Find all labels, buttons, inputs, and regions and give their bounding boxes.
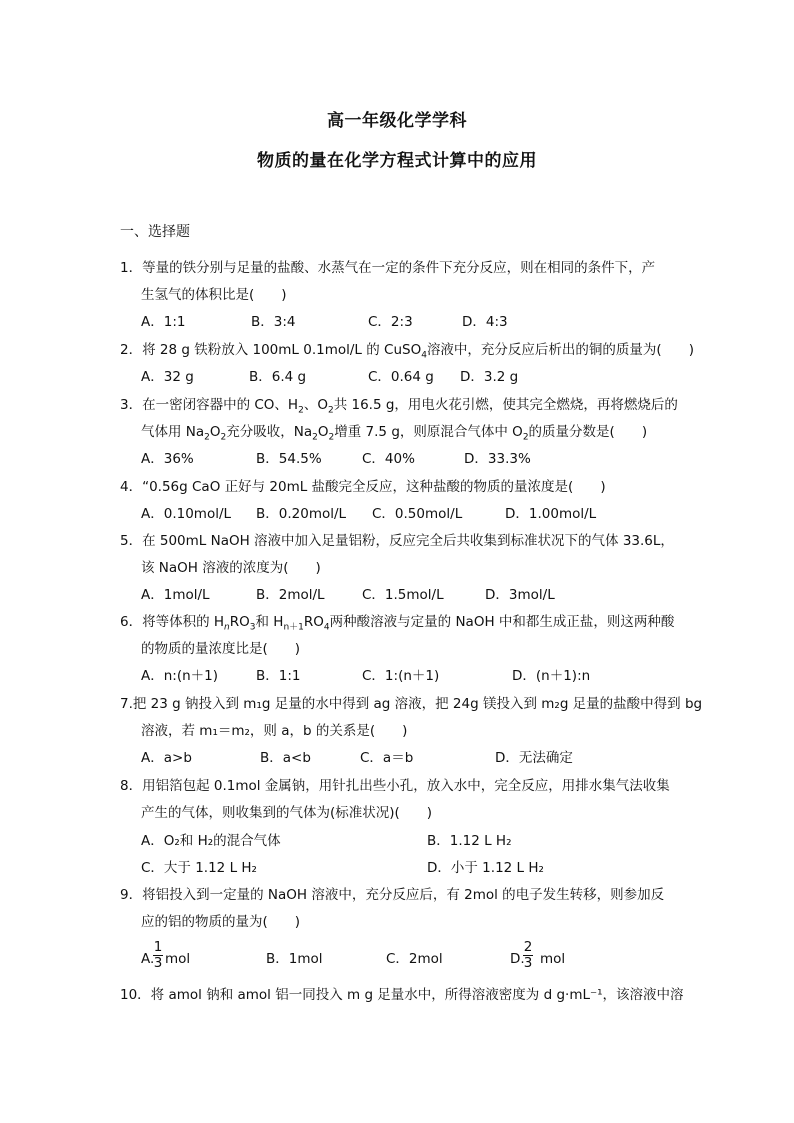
q2-stem-line1: 2．将 28 g 铁粉放入 100mL 0.1mol/L 的 CuSO$_4$溶液中，充分反应后析出的铜的质量为( ) bbox=[120, 342, 694, 361]
page-subtitle: 物质的量在化学方程式计算中的应用 bbox=[257, 151, 537, 171]
q8-option-b: B．1.12 L H₂ bbox=[427, 833, 512, 849]
q8-option-d: D．小于 1.12 L H₂ bbox=[427, 860, 544, 876]
q1-stem-line1: 1．等量的铁分别与足量的盐酸、水蒸气在一定的条件下充分反应，则在相同的条件下，产 bbox=[120, 260, 656, 276]
q9-stem-line2: 应的铝的物质的量为( ) bbox=[141, 914, 301, 930]
q6-option-a: A．n:(n＋1) bbox=[141, 668, 219, 684]
q6-stem-line1: 6．将等体积的 $H_nRO_3$和 $H_{n+1}RO_4$两种酸溶液与定量的 NaOH 中和都生成正盐，则这两种酸 bbox=[120, 614, 675, 633]
q3-option-c: C．40% bbox=[362, 451, 415, 467]
q9-option-d-fraction: 2 3 bbox=[523, 939, 533, 971]
q1-option-d: D．4:3 bbox=[462, 314, 508, 330]
q6-stem-line2: 的物质的量浓度比是( ) bbox=[141, 641, 301, 657]
section-heading: 一、选择题 bbox=[120, 224, 190, 240]
q8-option-c: C．大于 1.12 L H₂ bbox=[141, 860, 257, 876]
q4-option-c: C．0.50mol/L bbox=[372, 506, 463, 522]
q3-option-a: A．36% bbox=[141, 451, 194, 467]
q4-stem-line1: 4．“0.56g CaO 正好与 20mL 盐酸完全反应，这种盐酸的物质的量浓度是( ) bbox=[120, 479, 606, 495]
q1-option-c: C．2:3 bbox=[368, 314, 413, 330]
q9-stem-line1: 9．将铝投入到一定量的 NaOH 溶液中，充分反应后，有 2mol 的电子发生转移，则参加反 bbox=[120, 887, 665, 903]
q6-option-d: D．(n＋1):n bbox=[512, 668, 591, 684]
q6-option-c: C．1:(n＋1) bbox=[362, 668, 440, 684]
q4-option-b: B．0.20mol/L bbox=[256, 506, 347, 522]
q5-option-c: C．1.5mol/L bbox=[362, 587, 444, 603]
q7-option-d: D．无法确定 bbox=[495, 750, 573, 766]
q10-stem-line1: 10．将 amol 钠和 amol 铝一同投入 m g 足量水中，所得溶液密度为 d g·mL⁻¹，该溶液中溶 bbox=[120, 987, 684, 1003]
q2-option-a: A．32 g bbox=[141, 369, 194, 385]
q5-stem-line2: 该 NaOH 溶液的浓度为( ) bbox=[141, 560, 321, 576]
q5-option-d: D．3mol/L bbox=[485, 587, 555, 603]
q9-option-d-unit: mol bbox=[540, 951, 566, 967]
q7-option-a: A．a>b bbox=[141, 750, 192, 766]
q3-stem-line1: 3．在一密闭容器中的 CO、$H_2$、$O_2$共 16.5 g，用电火花引燃，使其完全燃烧，再将燃烧后的 bbox=[120, 397, 678, 416]
q4-option-d: D．1.00mol/L bbox=[505, 506, 597, 522]
q9-option-a-unit: mol bbox=[165, 951, 191, 967]
q8-stem-line2: 产生的气体，则收集到的气体为(标准状况)( ) bbox=[141, 805, 433, 821]
q1-option-a: A．1:1 bbox=[141, 314, 186, 330]
q1-stem-line2: 生氢气的体积比是( ) bbox=[141, 287, 287, 303]
q9-option-c: C．2mol bbox=[386, 951, 443, 967]
q1-option-b: B．3:4 bbox=[251, 314, 296, 330]
q5-stem-line1: 5．在 500mL NaOH 溶液中加入足量铝粉，反应完全后共收集到标准状况下的气体 33.6L， bbox=[120, 533, 674, 549]
q7-stem-line2: 溶液，若 m₁＝m₂，则 a，b 的关系是( ) bbox=[141, 723, 408, 739]
q3-stem-line2: 气体用 $Na_2O_2$充分吸收，$Na_2O_2$增重 7.5 g，则原混合气体中 $O_2$的质量分数是( ) bbox=[141, 424, 648, 443]
q9-option-a-fraction: 1 3 bbox=[153, 939, 163, 971]
q9-option-a-prefix: A. bbox=[141, 951, 155, 967]
q9-option-d-prefix: D. bbox=[510, 951, 525, 967]
q2-option-c: C．0.64 g bbox=[368, 369, 434, 385]
q6-option-b: B．1:1 bbox=[256, 668, 301, 684]
q8-option-a: A．O₂和 H₂的混合气体 bbox=[141, 833, 281, 849]
q2-option-b: B．6.4 g bbox=[249, 369, 307, 385]
q3-option-d: D．33.3% bbox=[464, 451, 531, 467]
q3-option-b: B．54.5% bbox=[256, 451, 322, 467]
page-title: 高一年级化学学科 bbox=[327, 111, 467, 131]
q8-stem-line1: 8．用铝箔包起 0.1mol 金属钠，用针扎出些小孔，放入水中，完全反应，用排水集气法收集 bbox=[120, 778, 670, 794]
q2-option-d: D．3.2 g bbox=[460, 369, 519, 385]
q7-stem-line1: 7.把 23 g 钠投入到 m₁g 足量的水中得到 ag 溶液，把 24g 镁投入到 m₂g 足量的盐酸中得到 bg bbox=[120, 696, 703, 712]
q9-option-b: B．1mol bbox=[266, 951, 323, 967]
q7-option-c: C．a＝b bbox=[360, 750, 414, 766]
q5-option-b: B．2mol/L bbox=[256, 587, 325, 603]
q5-option-a: A．1mol/L bbox=[141, 587, 210, 603]
q4-option-a: A．0.10mol/L bbox=[141, 506, 232, 522]
q7-option-b: B．a<b bbox=[260, 750, 311, 766]
